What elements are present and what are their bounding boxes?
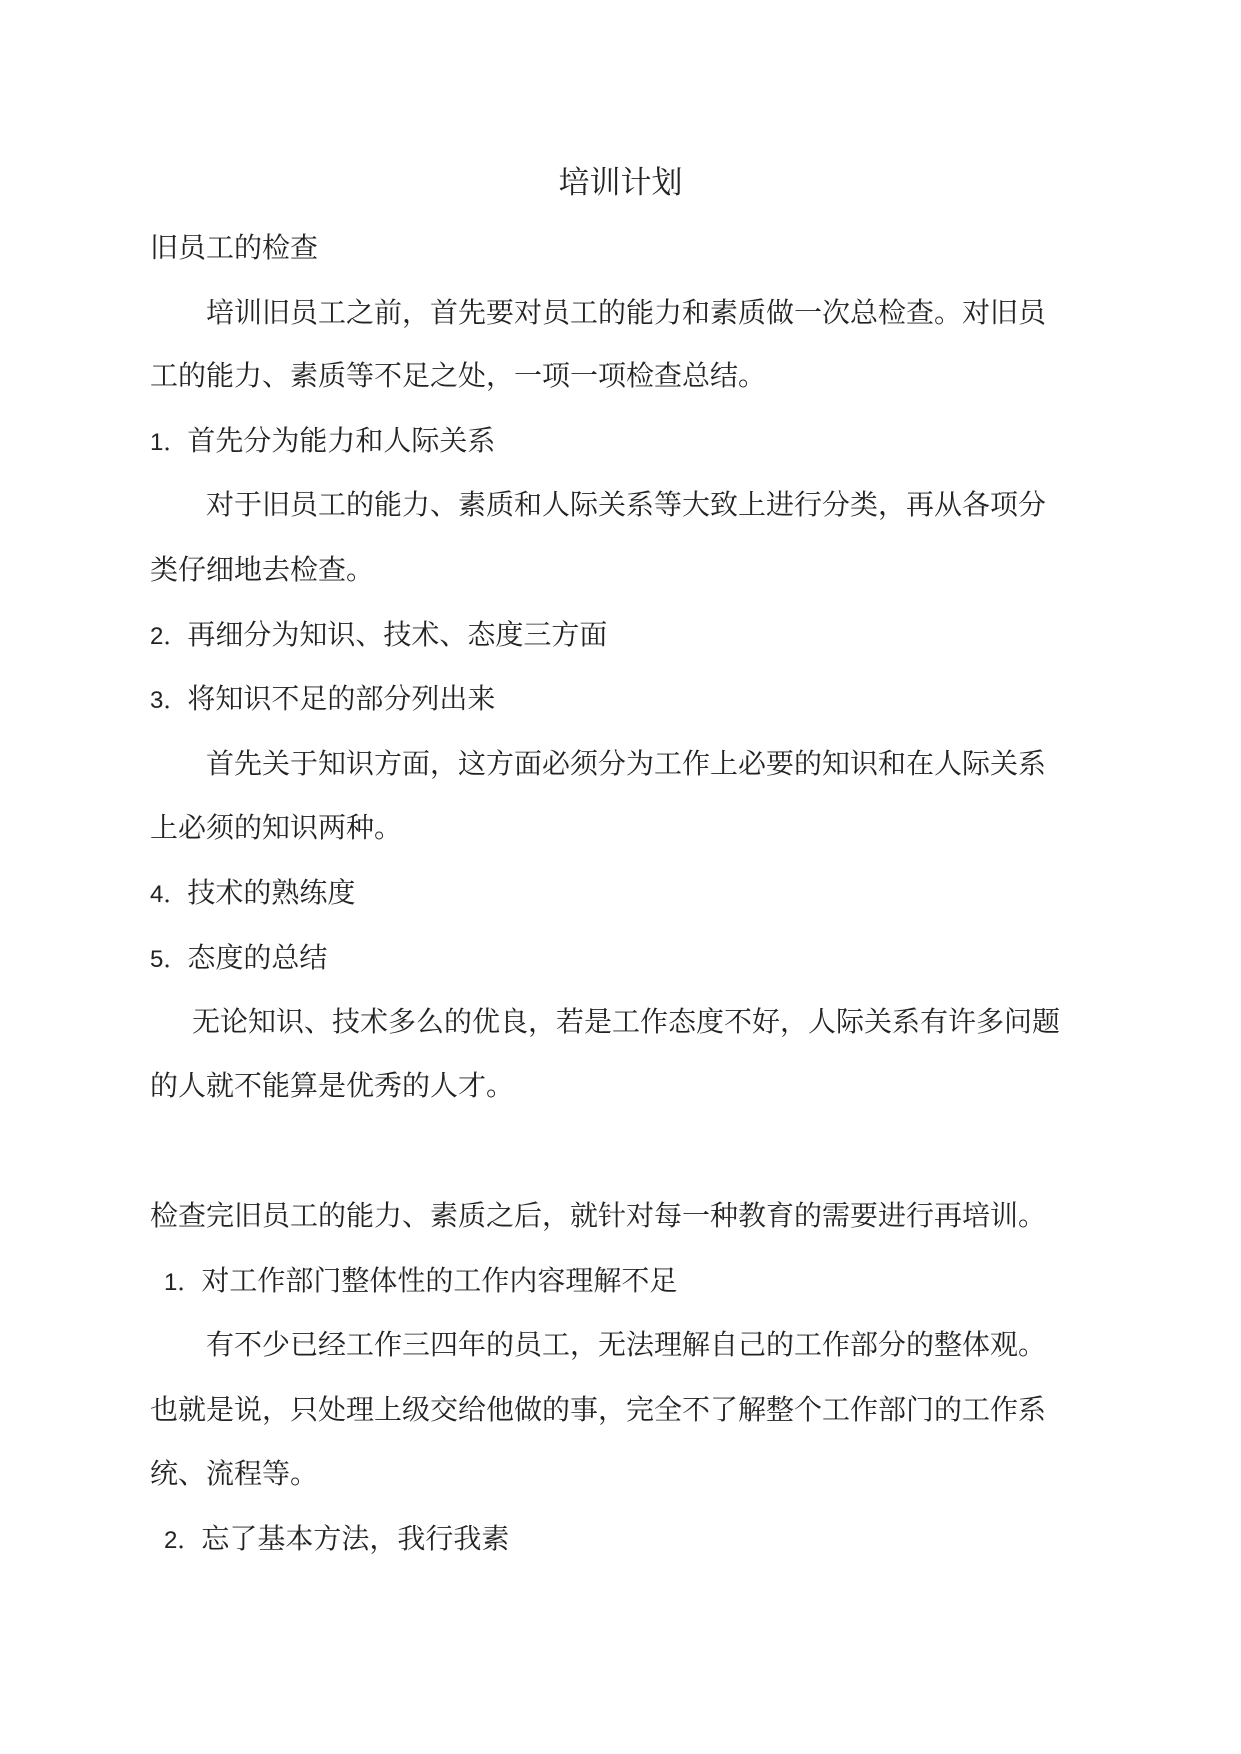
numbered-item [150, 875, 355, 913]
paragraph-line: 首先关于知识方面，这方面必须分为工作上必要的知识和在人际关系 [206, 747, 1047, 780]
numbered-item [150, 423, 495, 461]
numbered-item [164, 1263, 677, 1301]
item-text: 态度的总结 [187, 941, 328, 974]
paragraph-line: 上必须的知识两种。 [150, 811, 403, 844]
numbered-item [164, 1521, 509, 1559]
paragraph-line: 工的能力、素质等不足之处，一项一项检查总结。 [150, 359, 767, 392]
paragraph-line: 检查完旧员工的能力、素质之后，就针对每一种教育的需要进行再培训。 [150, 1199, 1047, 1232]
item-text: 再细分为知识、技术、态度三方面 [187, 618, 608, 651]
item-number: 1． [150, 429, 188, 456]
section-heading: 旧员工的检查 [150, 231, 319, 264]
paragraph-line: 无论知识、技术多么的优良，若是工作态度不好，人际关系有许多问题 [192, 1005, 1061, 1038]
paragraph-line: 的人就不能算是优秀的人才。 [150, 1069, 515, 1102]
numbered-item [150, 617, 607, 655]
item-text: 技术的熟练度 [187, 876, 356, 909]
paragraph-line: 也就是说，只处理上级交给他做的事，完全不了解整个工作部门的工作系 [150, 1393, 1047, 1426]
item-text: 对工作部门整体性的工作内容理解不足 [201, 1264, 678, 1297]
item-text: 忘了基本方法，我行我素 [201, 1522, 510, 1555]
item-number: 3． [150, 687, 188, 714]
numbered-item [150, 940, 327, 978]
paragraph-line: 对于旧员工的能力、素质和人际关系等大致上进行分类，再从各项分 [206, 488, 1047, 521]
item-number: 2． [164, 1527, 202, 1554]
paragraph-line: 有不少已经工作三四年的员工，无法理解自己的工作部分的整体观。 [206, 1328, 1047, 1361]
paragraph-line: 类仔细地去检查。 [150, 553, 375, 586]
paragraph-line: 统、流程等。 [150, 1457, 319, 1490]
item-text: 首先分为能力和人际关系 [187, 424, 496, 457]
paragraph-line: 培训旧员工之前，首先要对员工的能力和素质做一次总检查。对旧员 [206, 296, 1047, 329]
item-number: 1． [164, 1269, 202, 1296]
item-number: 5． [150, 946, 188, 973]
item-number: 4． [150, 881, 188, 908]
item-text: 将知识不足的部分列出来 [187, 682, 496, 715]
numbered-item [150, 681, 495, 719]
document-title: 培训计划 [558, 165, 683, 201]
item-number: 2． [150, 623, 188, 650]
